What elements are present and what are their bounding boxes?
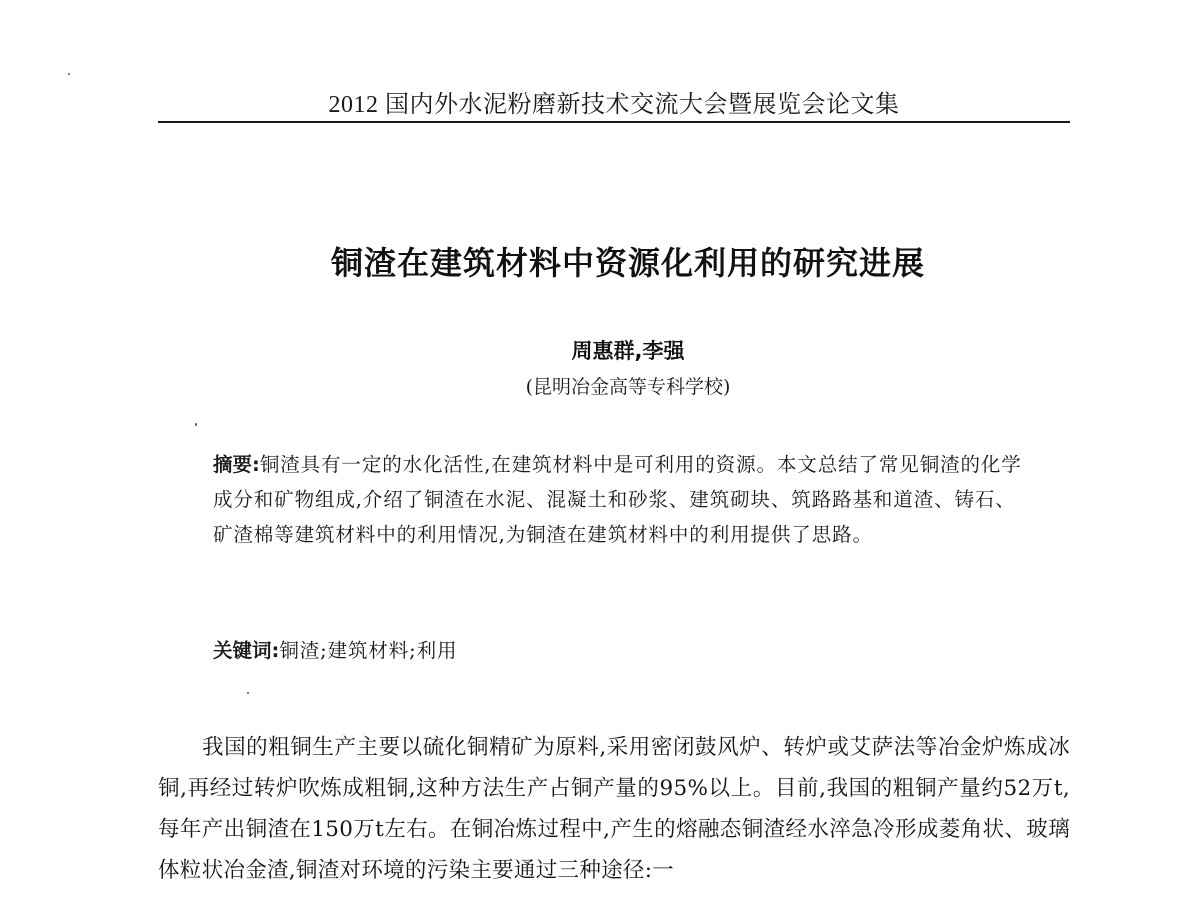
keywords-label: 关键词:: [213, 639, 280, 662]
scan-speck: [68, 73, 70, 75]
body-paragraph: 我国的粗铜生产主要以硫化铜精矿为原料,采用密闭鼓风炉、转炉或艾萨法等冶金炉炼成冰铜,再经过转炉吹炼成粗铜,这种方法生产占铜产量的95%以上。目前,我国的粗铜产量约52万t,每年产出铜渣在150万t左右。在铜冶炼过程中,产生的熔融态铜渣经水淬急冷形成菱角状、玻璃体粒状冶金渣,铜渣对环境的污染主要通过三种途径:一: [158, 735, 1070, 883]
scan-speck: [247, 692, 249, 694]
paper-title: 铜渣在建筑材料中资源化利用的研究进展: [330, 244, 925, 282]
abstract: [213, 447, 1025, 552]
abstract-text: 铜渣具有一定的水化活性,在建筑材料中是可利用的资源。本文总结了常见铜渣的化学成分和矿物组成,介绍了铜渣在水泥、混凝土和砂浆、建筑砌块、筑路路基和道渣、铸石、矿渣棉等建筑材料中的利用情况,为铜渣在建筑材料中的利用提供了思路。: [213, 453, 1022, 546]
affiliation: (昆明冶金高等专科学校): [525, 376, 731, 398]
abstract-label: 摘要:: [213, 453, 260, 476]
scan-speck: [195, 423, 197, 426]
authors: 周惠群,李强: [571, 339, 685, 363]
header-rule: [158, 121, 1070, 123]
journal-header: 2012 国内外水泥粉磨新技术交流大会暨展览会论文集: [328, 92, 900, 118]
keywords: [213, 633, 1025, 668]
keywords-text: 铜渣;建筑材料;利用: [279, 639, 458, 662]
